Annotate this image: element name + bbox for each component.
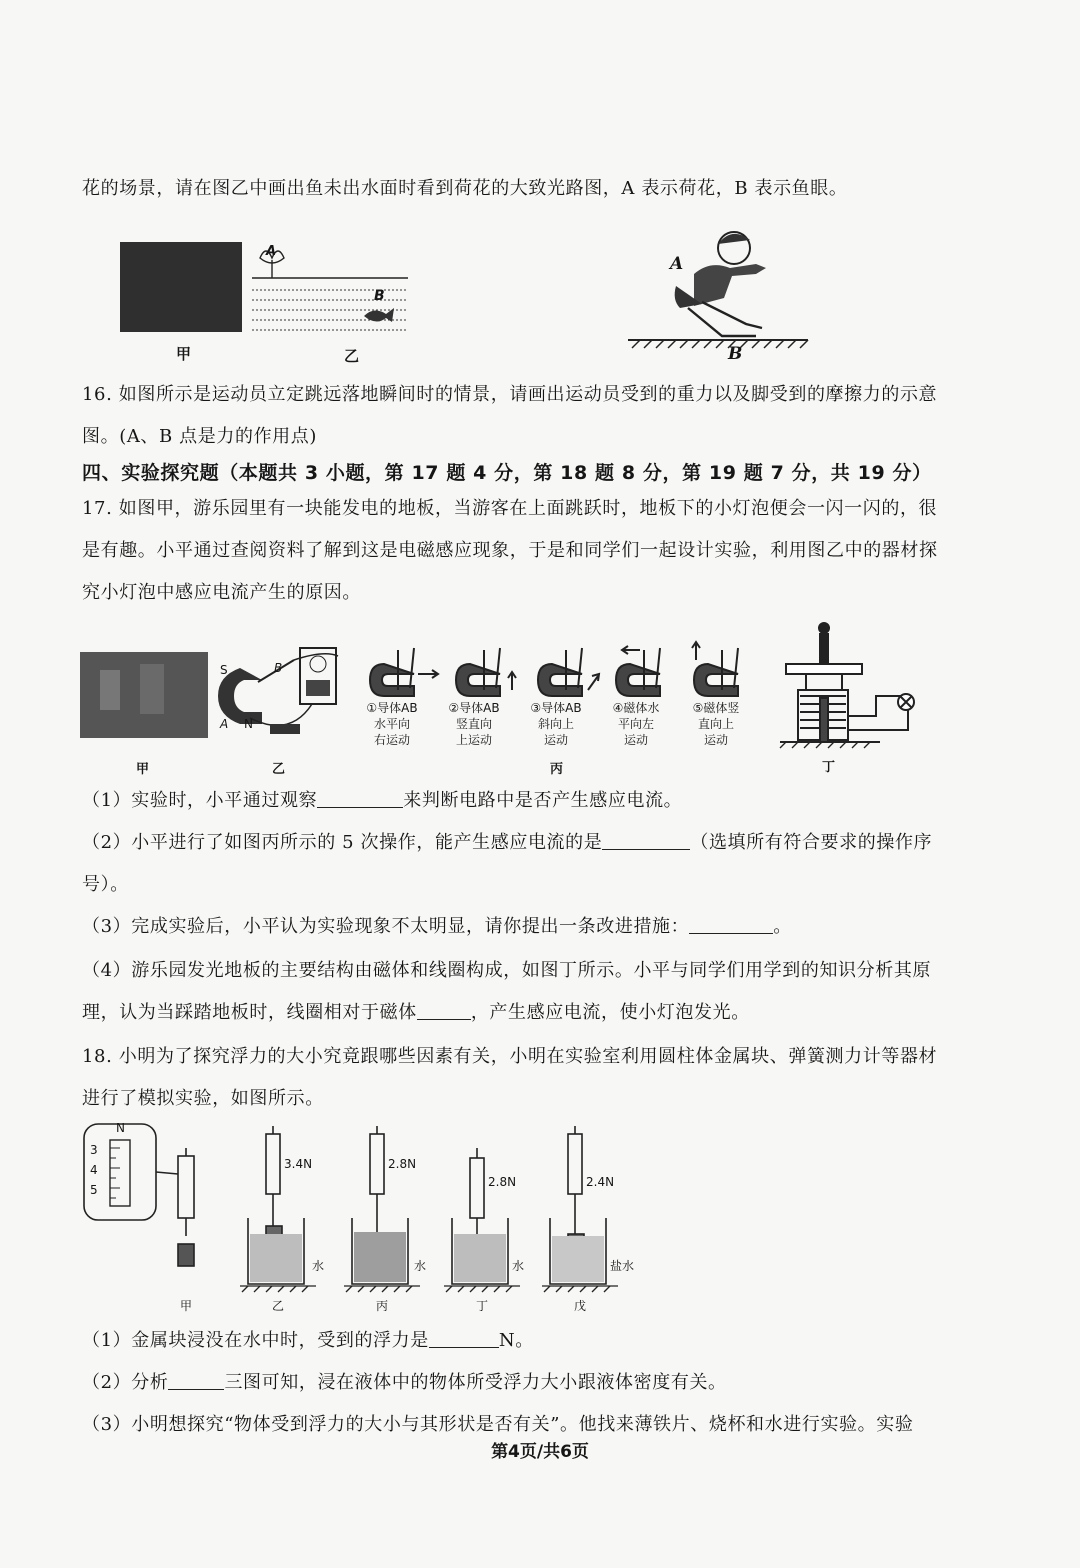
scale-tick: 5 [90, 1183, 98, 1197]
answer-blank[interactable] [602, 831, 690, 850]
caption-ding: 丁 [476, 1299, 489, 1313]
caption-jia: 甲 [176, 345, 192, 363]
text-line: 图。(A、B 点是力的作用点) [82, 426, 317, 447]
liquid-label: 盐水 [610, 1259, 635, 1273]
page-footer: 第4页/共6页 [491, 1442, 589, 1462]
op-2-caption: ②导体AB 竖直向 上运动 [448, 701, 500, 747]
label-A: A [670, 254, 684, 274]
caption-wu: 戊 [574, 1299, 587, 1313]
caption-jia: 甲 [136, 762, 150, 777]
caption-bing: 丙 [550, 762, 564, 777]
liquid-label: 水 [312, 1259, 325, 1273]
figure-long-jump [624, 222, 814, 370]
operation-diagrams [370, 642, 738, 696]
question-18-1: （1）金属块浸没在水中时，受到的浮力是 N。 [82, 1330, 534, 1351]
text-line: 进行了模拟实验，如图所示。 [82, 1088, 324, 1109]
figure-17 [80, 620, 940, 780]
caption-jia: 甲 [180, 1299, 193, 1313]
caption-bing: 丙 [376, 1299, 389, 1313]
text-line: 究小灯泡中感应电流产生的原因。 [82, 582, 361, 603]
op-4-caption: ④磁体水 平向左 运动 [612, 701, 660, 747]
answer-blank[interactable] [168, 1371, 224, 1390]
scale-unit: N [116, 1121, 125, 1135]
floor-generator-diagram [780, 623, 914, 742]
text-line: 号）。 [82, 874, 129, 895]
text-line: 18. 小明为了探究浮力的大小究竟跟哪些因素有关，小明在实验室利用圆柱体金属块、弹簧测力计等器材 [82, 1046, 938, 1067]
reading: 2.4N [586, 1175, 615, 1189]
answer-blank[interactable] [689, 915, 773, 934]
op-3-caption: ③导体AB 斜向上 运动 [530, 701, 582, 747]
photo-placeholder-jia [120, 242, 242, 332]
long-jump-diagram [624, 222, 814, 370]
figure-fish-lotus [118, 236, 418, 366]
label-B: B [728, 344, 743, 364]
label-S: S [220, 663, 228, 677]
scale-tick: 4 [90, 1163, 98, 1177]
reading: 3.4N [284, 1157, 313, 1171]
text-line: 花的场景，请在图乙中画出鱼未出水面时看到荷花的大致光路图，A 表示荷花，B 表示鱼眼。 [82, 178, 848, 199]
scale-tick: 3 [90, 1143, 98, 1157]
caption-ding: 丁 [822, 760, 836, 775]
question-17-3: （3）完成实验后，小平认为实验现象不太明显，请你提出一条改进措施： 。 [82, 916, 792, 937]
section-heading: 四、实验探究题（本题共 3 小题，第 17 题 4 分，第 18 题 8 分，第 19 题 7 分，共 19 分） [82, 462, 932, 484]
answer-blank[interactable] [429, 1329, 499, 1348]
reading: 2.8N [388, 1157, 417, 1171]
question-17-4: 理，认为当踩踏地板时，线圈相对于磁体 ，产生感应电流，使小灯泡发光。 [82, 1002, 750, 1023]
text-line: （4）游乐园发光地板的主要结构由磁体和线圈构成，如图丁所示。小平与同学们用学到的知识分析其原 [82, 960, 932, 981]
question-18-2: （2）分析 三图可知，浸在液体中的物体所受浮力大小跟液体密度有关。 [82, 1372, 727, 1393]
label-B: B [274, 661, 283, 675]
text-line: 是有趣。小平通过查阅资料了解到这是电磁感应现象，于是和同学们一起设计实验，利用图乙中的器材探 [82, 540, 938, 561]
answer-blank[interactable] [417, 1001, 471, 1020]
label-A: A [220, 717, 229, 731]
switch-icon [270, 724, 300, 734]
buoyancy-diagram [80, 1118, 660, 1318]
athlete-body [694, 264, 766, 306]
label-A: A [266, 244, 277, 259]
op-1-caption: ①导体AB 水平向 右运动 [366, 701, 418, 747]
question-17-2: （2）小平进行了如图丙所示的 5 次操作，能产生感应电流的是 （选填所有符合要求的操作序 [82, 832, 933, 853]
liquid-label: 水 [414, 1259, 427, 1273]
question-17-1: （1）实验时，小平通过观察 来判断电路中是否产生感应电流。 [82, 790, 683, 811]
liquid-label: 水 [512, 1259, 525, 1273]
figure-17-diagram [80, 620, 940, 780]
label-B: B [374, 288, 385, 304]
caption-yi: 乙 [272, 762, 286, 777]
reading: 2.8N [488, 1175, 517, 1189]
text-line: （3）小明想探究“物体受到浮力的大小与其形状是否有关”。他找来薄铁片、烧杯和水进行实验。实验 [82, 1414, 914, 1435]
caption-yi: 乙 [272, 1299, 285, 1313]
text-line: 16. 如图所示是运动员立定跳远落地瞬间时的情景，请画出运动员受到的重力以及脚受到的摩擦力的示意 [82, 384, 938, 405]
figure-18 [80, 1118, 660, 1318]
answer-blank[interactable] [317, 789, 403, 808]
text-line: 17. 如图甲，游乐园里有一块能发电的地板，当游客在上面跳跃时，地板下的小灯泡便会一闪一闪的，很 [82, 498, 938, 519]
caption-yi: 乙 [344, 347, 360, 365]
label-N: N [244, 717, 253, 731]
op-5-caption: ⑤磁体竖 直向上 运动 [692, 701, 740, 747]
